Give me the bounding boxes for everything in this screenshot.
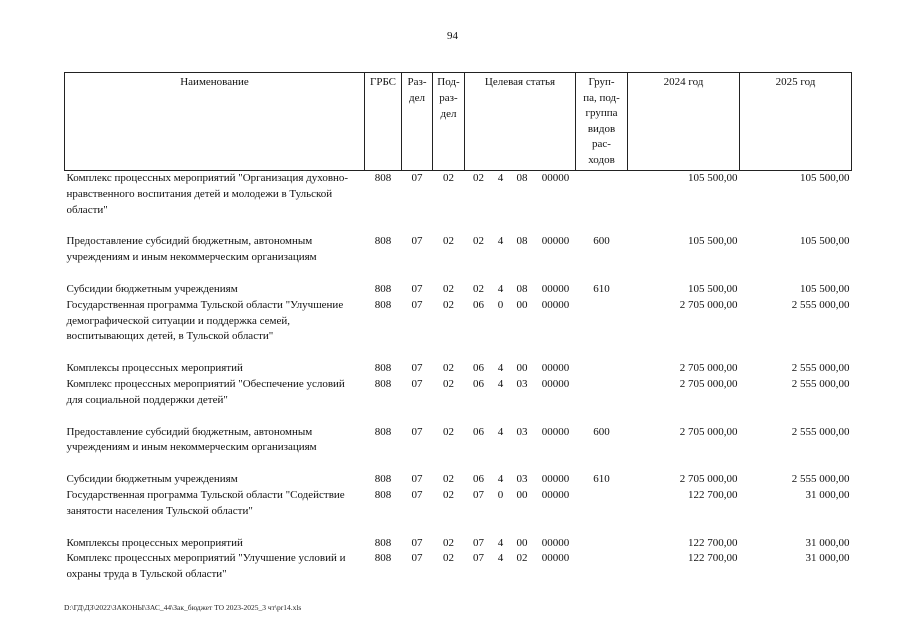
row-name: Субсидии бюджетным учреждениям	[66, 473, 238, 486]
row-target-program: 06	[473, 298, 484, 311]
row-amount-2025: 105 500,00	[800, 235, 850, 248]
row-expense-group: 610	[593, 282, 610, 295]
row-podrazdel: 02	[443, 362, 454, 375]
row-target-subprogram: 00	[516, 536, 528, 549]
row-target-program: 07	[473, 488, 484, 501]
row-podrazdel: 02	[443, 425, 454, 438]
row-name: Комплекс процессных мероприятий "Улучшение условий и охраны труда в Тульской области"	[66, 552, 346, 581]
row-spacer	[65, 409, 852, 425]
row-target-program: 06	[473, 473, 484, 486]
row-razdel: 07	[411, 298, 423, 311]
row-amount-2024: 122 700,00	[688, 488, 738, 501]
row-podrazdel: 02	[443, 377, 454, 390]
row-podrazdel: 02	[443, 298, 454, 311]
header-group: Груп- па, под- группа видов рас- ходов	[576, 73, 628, 171]
row-expense-group	[576, 488, 628, 520]
row-razdel: 07	[411, 362, 423, 375]
row-spacer-cell	[65, 266, 852, 282]
row-target-direction: 00000	[541, 298, 570, 311]
table-row	[65, 425, 852, 457]
row-razdel: 07	[411, 552, 423, 565]
row-spacer-cell	[65, 345, 852, 361]
row-expense-group	[576, 298, 628, 345]
row-grbs: 808	[374, 298, 392, 311]
row-spacer	[65, 520, 852, 536]
row-amount-2024: 105 500,00	[688, 172, 738, 184]
row-target-subprogram: 03	[516, 425, 528, 438]
row-expense-group: 600	[593, 235, 610, 248]
table-row	[65, 551, 852, 583]
table-row	[65, 298, 852, 345]
row-spacer-cell	[65, 520, 852, 536]
row-name: Государственная программа Тульской области "Содействие занятости населения Тульской области"	[66, 488, 345, 517]
row-target-direction: 00000	[541, 377, 570, 390]
page-number: 94	[447, 30, 458, 42]
row-target-program: 07	[473, 552, 484, 565]
row-target-direction: 00000	[541, 235, 570, 248]
row-grbs: 808	[374, 362, 392, 375]
row-grbs: 808	[374, 536, 392, 549]
row-amount-2025: 2 555 000,00	[791, 298, 850, 311]
row-spacer-cell	[65, 456, 852, 472]
file-path-footer: D:\ГД\ДЗ\2022\ЗАКОНЫ\ЗАС_44\Зак_бюджет ТО 2023-2025_3 чт\pr14.xls	[64, 603, 302, 612]
table-row	[65, 171, 852, 219]
row-target-subprogram: 00	[516, 298, 528, 311]
row-razdel: 07	[411, 425, 423, 438]
row-razdel: 07	[411, 172, 423, 184]
row-target-direction: 00000	[541, 362, 570, 375]
row-razdel: 07	[411, 377, 423, 390]
row-spacer	[65, 345, 852, 361]
row-name: Комплексы процессных мероприятий	[66, 536, 243, 549]
row-target-subprogram: 08	[516, 282, 528, 295]
row-amount-2025: 2 555 000,00	[791, 362, 850, 375]
row-expense-group	[576, 551, 628, 583]
row-target-program: 02	[473, 172, 484, 184]
row-amount-2024: 2 705 000,00	[679, 298, 738, 311]
row-target-direction: 00000	[541, 282, 570, 295]
row-target-type: 4	[497, 235, 504, 248]
row-amount-2025: 105 500,00	[800, 172, 850, 184]
row-grbs: 808	[374, 172, 392, 184]
row-name: Комплексы процессных мероприятий	[66, 362, 243, 375]
row-target-direction: 00000	[541, 172, 570, 184]
row-grbs: 808	[374, 425, 392, 438]
row-grbs: 808	[374, 473, 392, 486]
row-podrazdel: 02	[443, 473, 454, 486]
row-target-type: 4	[497, 377, 504, 390]
row-grbs: 808	[374, 552, 392, 565]
row-spacer	[65, 456, 852, 472]
row-podrazdel: 02	[443, 235, 454, 248]
row-amount-2024: 105 500,00	[688, 282, 738, 295]
row-target-type: 4	[497, 282, 504, 295]
row-target-program: 06	[473, 377, 484, 390]
header-2024: 2024 год	[628, 73, 740, 171]
row-expense-group	[576, 536, 628, 552]
row-grbs: 808	[374, 377, 392, 390]
row-name: Комплекс процессных мероприятий "Организация духовно-нравственного воспитания детей и молодежи в Тульской области"	[66, 172, 349, 216]
row-amount-2025: 2 555 000,00	[791, 377, 850, 390]
row-target-type: 0	[497, 488, 504, 501]
row-grbs: 808	[374, 282, 392, 295]
row-target-type: 4	[497, 536, 504, 549]
row-target-program: 07	[473, 536, 484, 549]
row-razdel: 07	[411, 536, 423, 549]
row-target-direction: 00000	[541, 552, 570, 565]
row-name: Комплекс процессных мероприятий "Обеспечение условий для социальной поддержки детей"	[66, 377, 345, 406]
row-podrazdel: 02	[443, 552, 454, 565]
row-expense-group	[576, 377, 628, 409]
header-razdel: Раз- дел	[402, 73, 433, 171]
header-podrazdel: Под- раз- дел	[433, 73, 465, 171]
row-amount-2025: 31 000,00	[805, 536, 850, 549]
row-amount-2025: 2 555 000,00	[791, 425, 850, 438]
row-amount-2025: 31 000,00	[805, 488, 850, 501]
row-name: Субсидии бюджетным учреждениям	[66, 282, 238, 295]
table-row	[65, 377, 852, 409]
header-2025: 2025 год	[740, 73, 852, 171]
row-razdel: 07	[411, 282, 423, 295]
row-amount-2025: 31 000,00	[805, 552, 850, 565]
row-target-subprogram: 08	[516, 235, 528, 248]
table-row	[65, 234, 852, 266]
row-target-subprogram: 03	[516, 473, 528, 486]
row-amount-2024: 2 705 000,00	[679, 425, 738, 438]
row-target-direction: 00000	[541, 488, 570, 501]
row-amount-2024: 2 705 000,00	[679, 473, 738, 486]
table-body	[65, 171, 852, 583]
row-amount-2024: 2 705 000,00	[679, 362, 738, 375]
row-target-type: 4	[497, 172, 504, 184]
table-row	[65, 488, 852, 520]
row-expense-group	[576, 171, 628, 219]
row-name: Предоставление субсидий бюджетным, автономным учреждениям и иным некоммерческим организациям	[66, 425, 317, 454]
row-podrazdel: 02	[443, 536, 454, 549]
header-name: Наименование	[65, 73, 365, 171]
table-header	[65, 73, 852, 171]
row-target-subprogram: 08	[516, 172, 528, 184]
row-grbs: 808	[374, 488, 392, 501]
row-expense-group: 600	[593, 425, 610, 438]
row-target-program: 06	[473, 425, 484, 438]
row-target-program: 02	[473, 282, 484, 295]
table-row	[65, 536, 852, 552]
row-spacer	[65, 266, 852, 282]
row-podrazdel: 02	[443, 172, 454, 184]
row-expense-group	[576, 361, 628, 377]
row-target-type: 4	[497, 473, 504, 486]
row-spacer-cell	[65, 218, 852, 234]
row-target-direction: 00000	[541, 536, 570, 549]
table-row	[65, 472, 852, 488]
row-name: Государственная программа Тульской области "Улучшение демографической ситуации и поддержка семей, воспитывающих детей, в Тульской области"	[66, 298, 344, 343]
table-row	[65, 361, 852, 377]
row-podrazdel: 02	[443, 282, 454, 295]
row-target-subprogram: 03	[516, 377, 528, 390]
row-amount-2025: 2 555 000,00	[791, 473, 850, 486]
row-target-type: 4	[497, 552, 504, 565]
row-amount-2024: 122 700,00	[688, 552, 738, 565]
row-target-subprogram: 02	[516, 552, 528, 565]
row-name: Предоставление субсидий бюджетным, автономным учреждениям и иным некоммерческим организациям	[66, 235, 317, 264]
row-target-type: 4	[497, 362, 504, 375]
row-amount-2025: 105 500,00	[800, 282, 850, 295]
row-razdel: 07	[411, 473, 423, 486]
row-spacer-cell	[65, 409, 852, 425]
row-target-type: 0	[497, 298, 504, 311]
row-razdel: 07	[411, 235, 423, 248]
row-target-direction: 00000	[541, 425, 570, 438]
row-razdel: 07	[411, 488, 423, 501]
row-amount-2024: 105 500,00	[688, 235, 738, 248]
budget-table	[64, 72, 852, 583]
row-target-subprogram: 00	[516, 362, 528, 375]
row-expense-group: 610	[593, 473, 610, 486]
row-grbs: 808	[374, 235, 392, 248]
row-target-program: 02	[473, 235, 484, 248]
row-target-type: 4	[497, 425, 504, 438]
header-target: Целевая статья	[465, 73, 576, 171]
table-row	[65, 282, 852, 298]
header-grbs: ГРБС	[365, 73, 402, 171]
row-target-direction: 00000	[541, 473, 570, 486]
row-amount-2024: 2 705 000,00	[679, 377, 738, 390]
row-amount-2024: 122 700,00	[688, 536, 738, 549]
row-target-program: 06	[473, 362, 484, 375]
row-target-subprogram: 00	[516, 488, 528, 501]
row-spacer	[65, 218, 852, 234]
row-podrazdel: 02	[443, 488, 454, 501]
